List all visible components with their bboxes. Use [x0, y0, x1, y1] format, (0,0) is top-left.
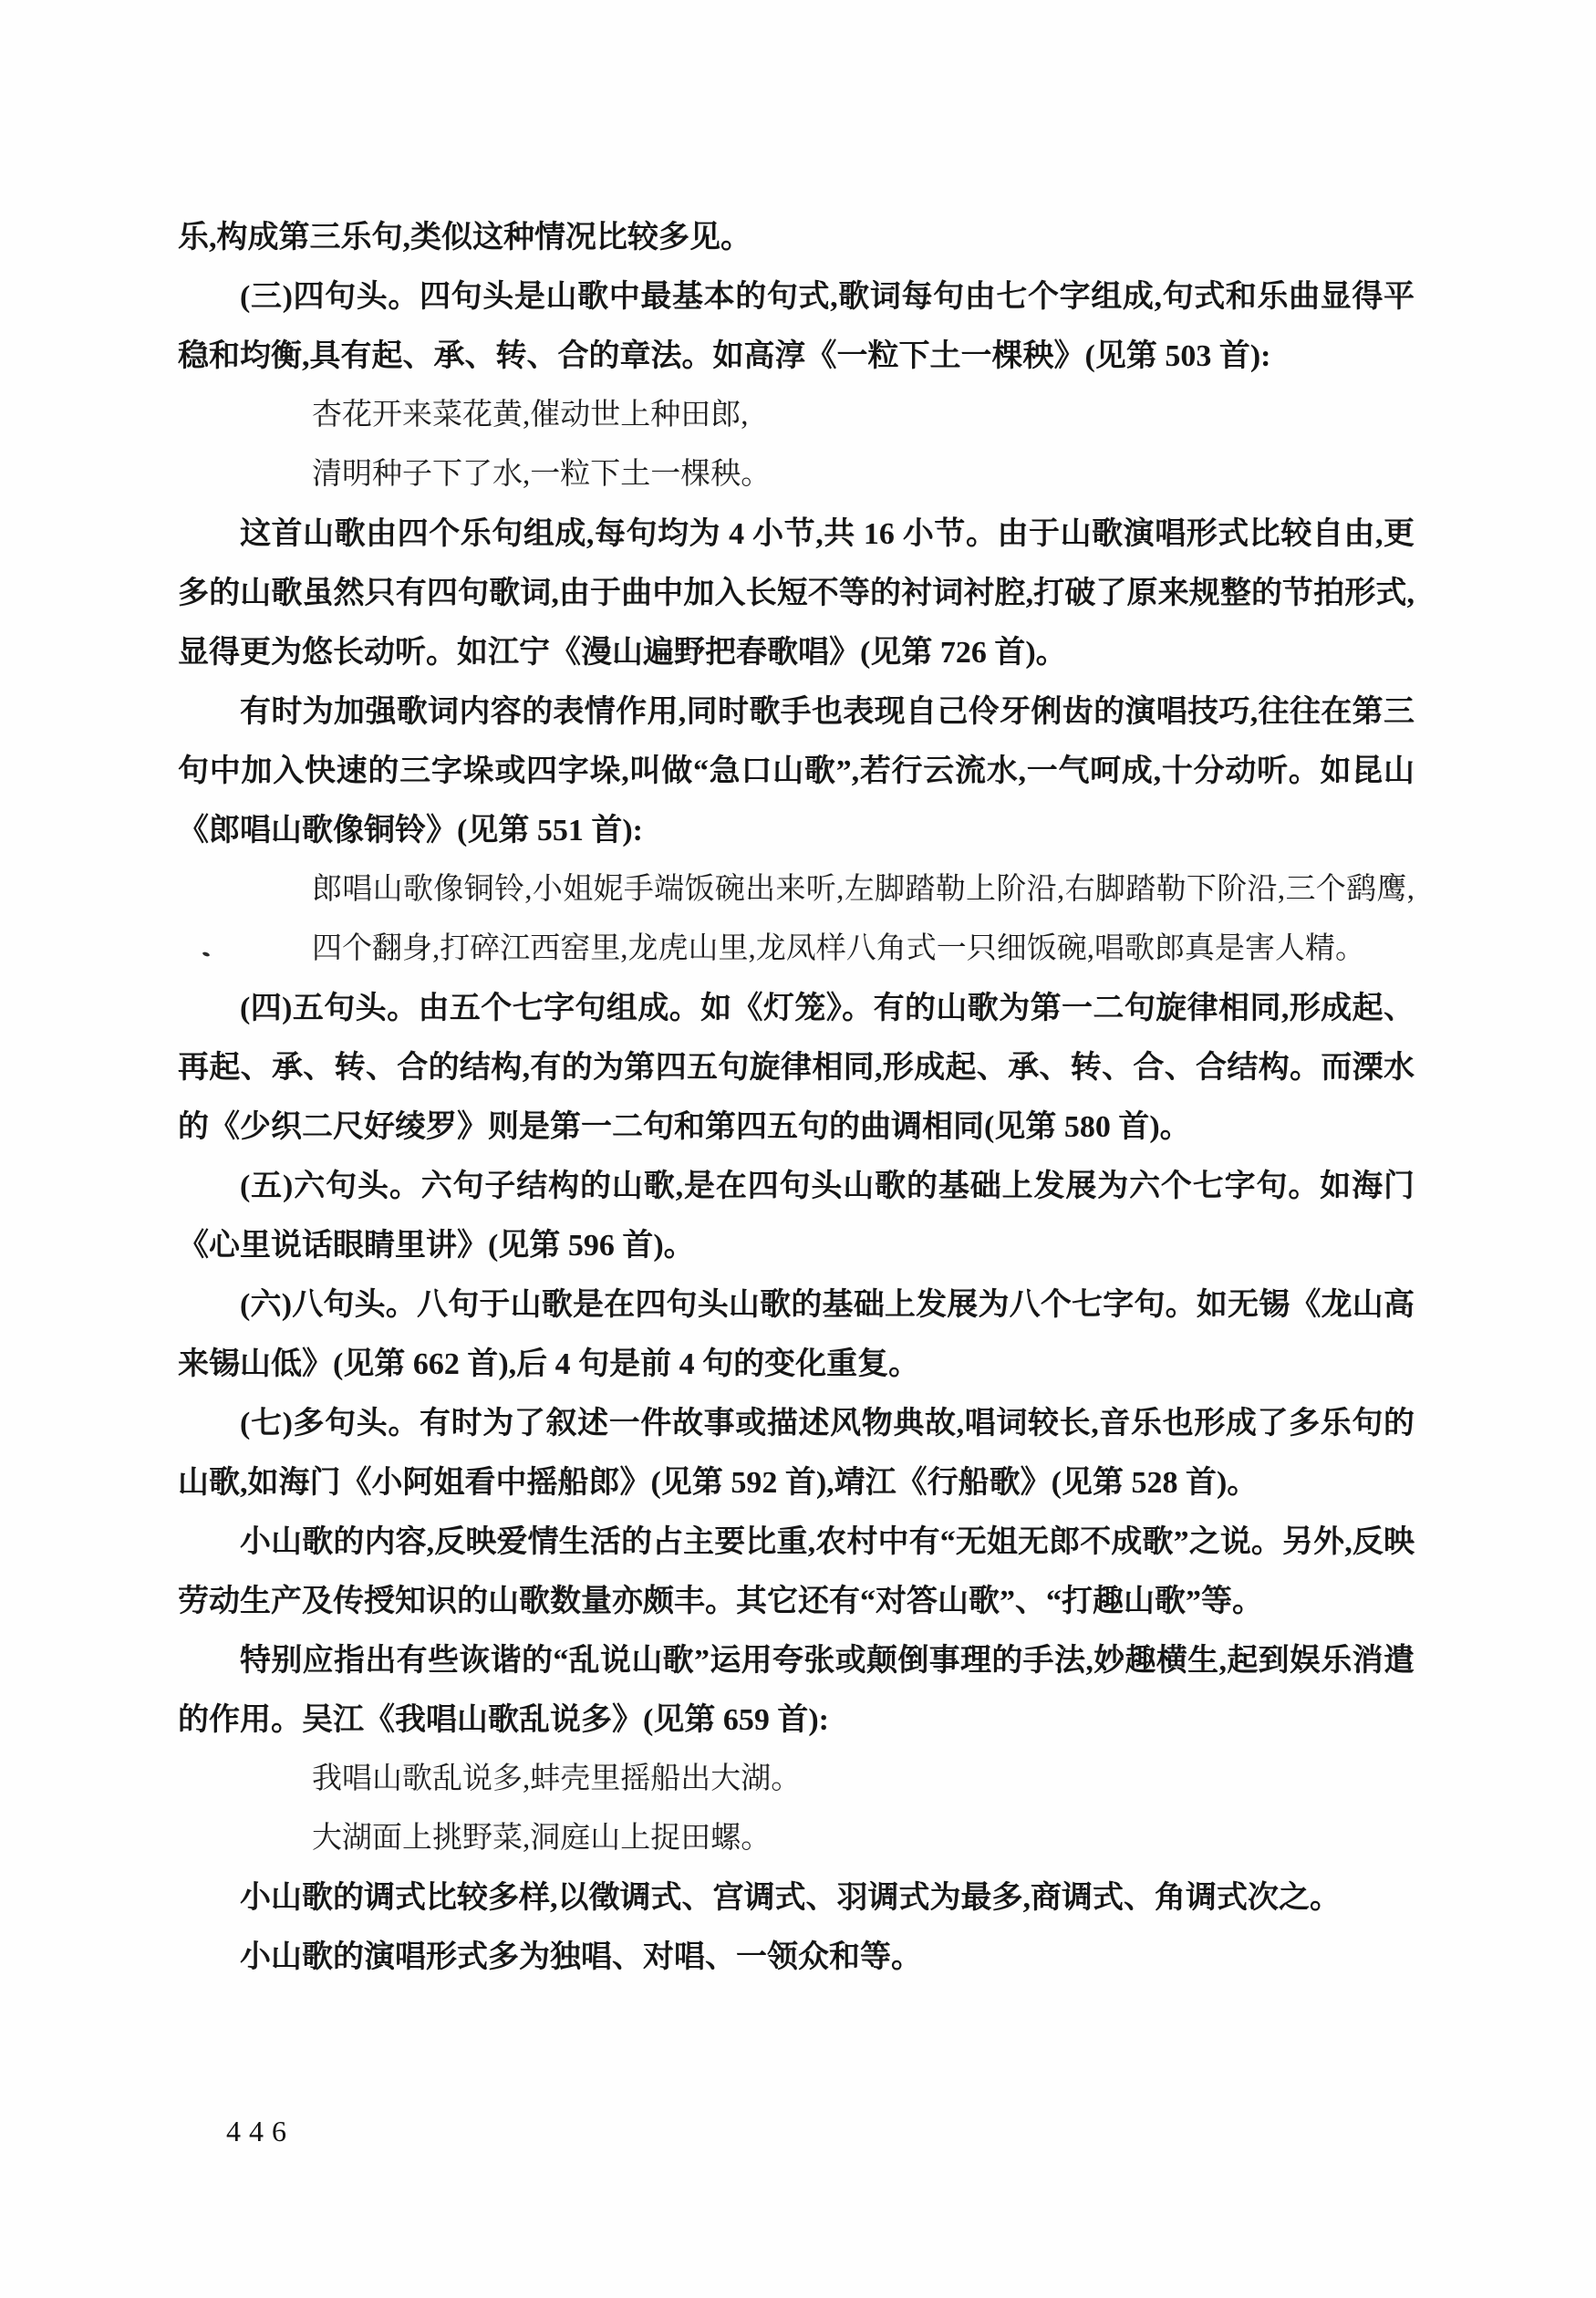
- paragraph-song-structure: 这首山歌由四个乐句组成,每句均为 4 小节,共 16 小节。由于山歌演唱形式比较自由,更多的山歌虽然只有四句歌词,由于曲中加入长短不等的衬词衬腔,打破了原来规整的节拍形式,显得更为悠长动听。如江宁《漫山遍野把春歌唱》(见第 726 首)。: [178, 517, 1415, 670]
- verse-line: 大湖面上挑野菜,洞庭山上捉田螺。: [312, 1822, 772, 1855]
- paragraph-performance-forms: 小山歌的演唱形式多为独唱、对唱、一领众和等。: [240, 1940, 922, 1974]
- paragraph-modes: 小山歌的调式比较多样,以徵调式、宫调式、羽调式为最多,商调式、角调式次之。: [240, 1881, 1341, 1915]
- paragraph-content-themes: 小山歌的内容,反映爱情生活的占主要比重,农村中有“无姐无郎不成歌”之说。另外,反映劳动生产及传授知识的山歌数量亦颇丰。其它还有“对答山歌”、“打趣山歌”等。: [178, 1525, 1415, 1618]
- paragraph-five-line-form: (四)五句头。由五个七字句组成。如《灯笼》。有的山歌为第一二句旋律相同,形成起、再起、承、转、合的结构,有的为第四五句旋律相同,形成起、承、转、合、合结构。而溧水的《少织二尺好绫罗》则是第一二句和第四五句的曲调相同(见第 580 首)。: [178, 992, 1415, 1144]
- verse-line: 我唱山歌乱说多,蚌壳里摇船出大湖。: [312, 1762, 802, 1795]
- paragraph-multi-line-form: (七)多句头。有时为了叙述一件故事或描述风物典故,唱词较长,音乐也形成了多乐句的山歌,如海门《小阿姐看中摇船郎》(见第 592 首),靖江《行船歌》(见第 528 首)。: [178, 1407, 1415, 1500]
- verse-line: 清明种子下了水,一粒下土一棵秧。: [312, 458, 772, 491]
- verse-line: 杏花开来菜花黄,催动世上种田郎,: [312, 399, 749, 432]
- verse-luanshuo-song: [178, 1750, 1415, 1868]
- paragraph-continuation: 乐,构成第三乐句,类似这种情况比较多见。: [178, 221, 751, 255]
- paragraph-luanshuo-shange: 特别应指出有些诙谐的“乱说山歌”运用夸张或颠倒事理的手法,妙趣横生,起到娱乐消遣的作用。吴江《我唱山歌乱说多》(见第 659 首):: [178, 1644, 1415, 1737]
- paragraph-jikou-shange: 有时为加强歌词内容的表情作用,同时歌手也表现自己伶牙俐齿的演唱技巧,往往在第三句中加入快速的三字垛或四字垛,叫做“急口山歌”,若行云流水,一气呵成,十分动听。如昆山《郎唱山歌像铜铃》(见第 551 首):: [178, 695, 1415, 847]
- paragraph-six-line-form: (五)六句头。六句子结构的山歌,是在四句头山歌的基础上发展为六个七字句。如海门《心里说话眼睛里讲》(见第 596 首)。: [178, 1170, 1415, 1263]
- paragraph-eight-line-form: (六)八句头。八句于山歌是在四句头山歌的基础上发展为八个七字句。如无锡《龙山高来锡山低》(见第 662 首),后 4 句是前 4 句的变化重复。: [178, 1288, 1415, 1381]
- verse-seedling-song: [178, 386, 1415, 504]
- paragraph-four-line-form: (三)四句头。四句头是山歌中最基本的句式,歌词每句由七个字组成,句式和乐曲显得平稳和均衡,具有起、承、转、合的章法。如高淳《一粒下土一棵秧》(见第 503 首):: [178, 280, 1415, 373]
- page-number: 446: [226, 2115, 295, 2147]
- page-text-block: [178, 208, 1415, 1987]
- quote-tongling-song: 郎唱山歌像铜铃,小姐妮手端饭碗出来听,左脚踏勒上阶沿,右脚踏勒下阶沿,三个鹞鹰,四个翻身,打碎江西窑里,龙虎山里,龙凤样八角式一只细饭碗,唱歌郎真是害人精。: [312, 873, 1415, 965]
